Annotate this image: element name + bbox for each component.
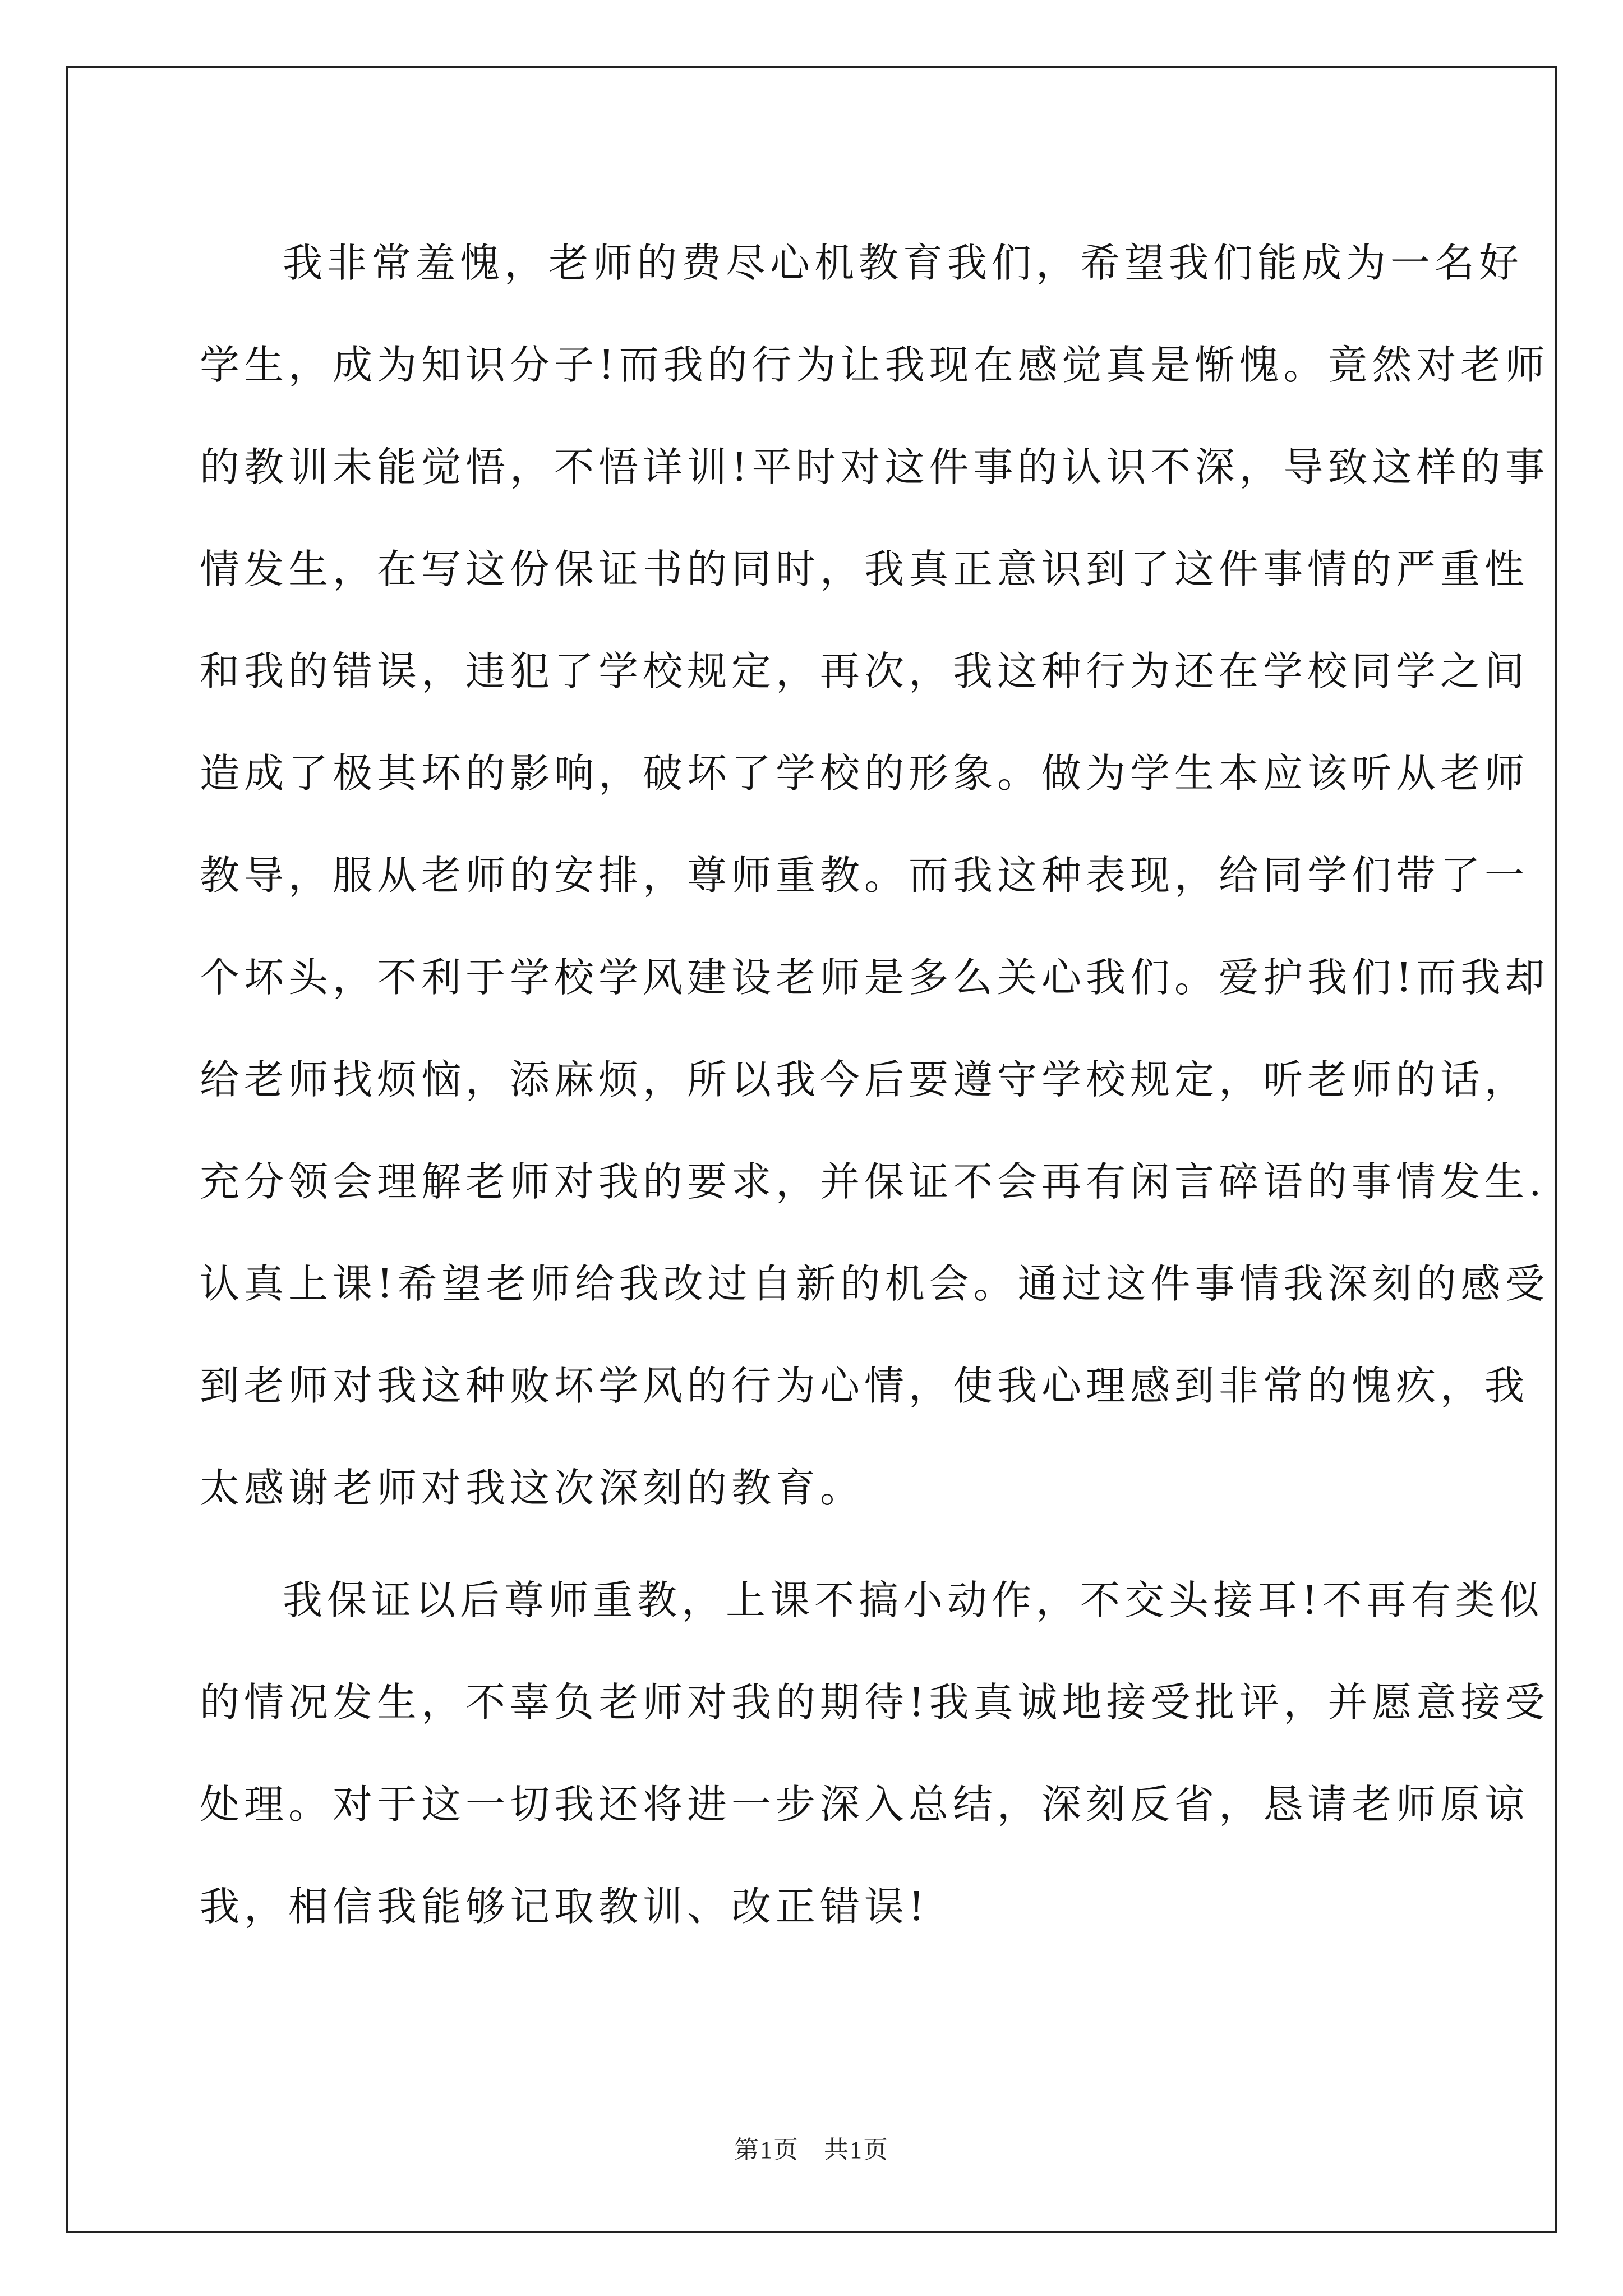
text-line: 个坏头，不利于学校学风建设老师是多么关心我们。爱护我们!而我却 xyxy=(200,954,1550,1001)
paragraph-2 xyxy=(200,1549,1550,1958)
paragraph-1 xyxy=(200,212,1550,1539)
text-line: 我保证以后尊师重教，上课不搞小动作，不交头接耳!不再有类似 xyxy=(283,1577,1544,1623)
text-line: 认真上课!希望老师给我改过自新的机会。通过这件事情我深刻的感受 xyxy=(200,1260,1550,1307)
text-line: 和我的错误，违犯了学校规定，再次，我这种行为还在学校同学之间 xyxy=(200,648,1529,694)
page-footer xyxy=(0,2129,1623,2165)
paragraph-gap xyxy=(200,1539,1422,1549)
text-line: 给老师找烦恼，添麻烦，所以我今后要遵守学校规定，听老师的话， xyxy=(200,1056,1529,1103)
text-line: 的情况发生，不辜负老师对我的期待!我真诚地接受批评，并愿意接受 xyxy=(200,1679,1550,1726)
text-line: 到老师对我这种败坏学风的行为心情，使我心理感到非常的愧疚，我 xyxy=(200,1363,1529,1409)
text-line: 的教训未能觉悟，不悟详训!平时对这件事的认识不深，导致这样的事 xyxy=(200,444,1550,490)
document-body xyxy=(200,212,1550,1958)
text-line: 教导，服从老师的安排，尊师重教。而我这种表现，给同学们带了一 xyxy=(200,852,1529,899)
text-line: 充分领会理解老师对我的要求，并保证不会再有闲言碎语的事情发生. xyxy=(200,1158,1546,1205)
text-line: 太感谢老师对我这次深刻的教育。 xyxy=(200,1465,865,1511)
page-number: 第1页 xyxy=(734,2136,799,2164)
text-line: 我，相信我能够记取教训、改正错误! xyxy=(200,1883,929,1930)
text-line: 学生，成为知识分子!而我的行为让我现在感觉真是惭愧。竟然对老师 xyxy=(200,342,1550,388)
page-total: 共1页 xyxy=(824,2136,889,2164)
text-line: 处理。对于这一切我还将进一步深入总结，深刻反省，恳请老师原谅 xyxy=(200,1781,1529,1828)
text-line: 造成了极其坏的影响，破坏了学校的形象。做为学生本应该听从老师 xyxy=(200,750,1529,797)
text-line: 情发生，在写这份保证书的同时，我真正意识到了这件事情的严重性 xyxy=(200,546,1529,592)
text-line: 我非常羞愧，老师的费尽心机教育我们，希望我们能成为一名好 xyxy=(283,240,1524,286)
